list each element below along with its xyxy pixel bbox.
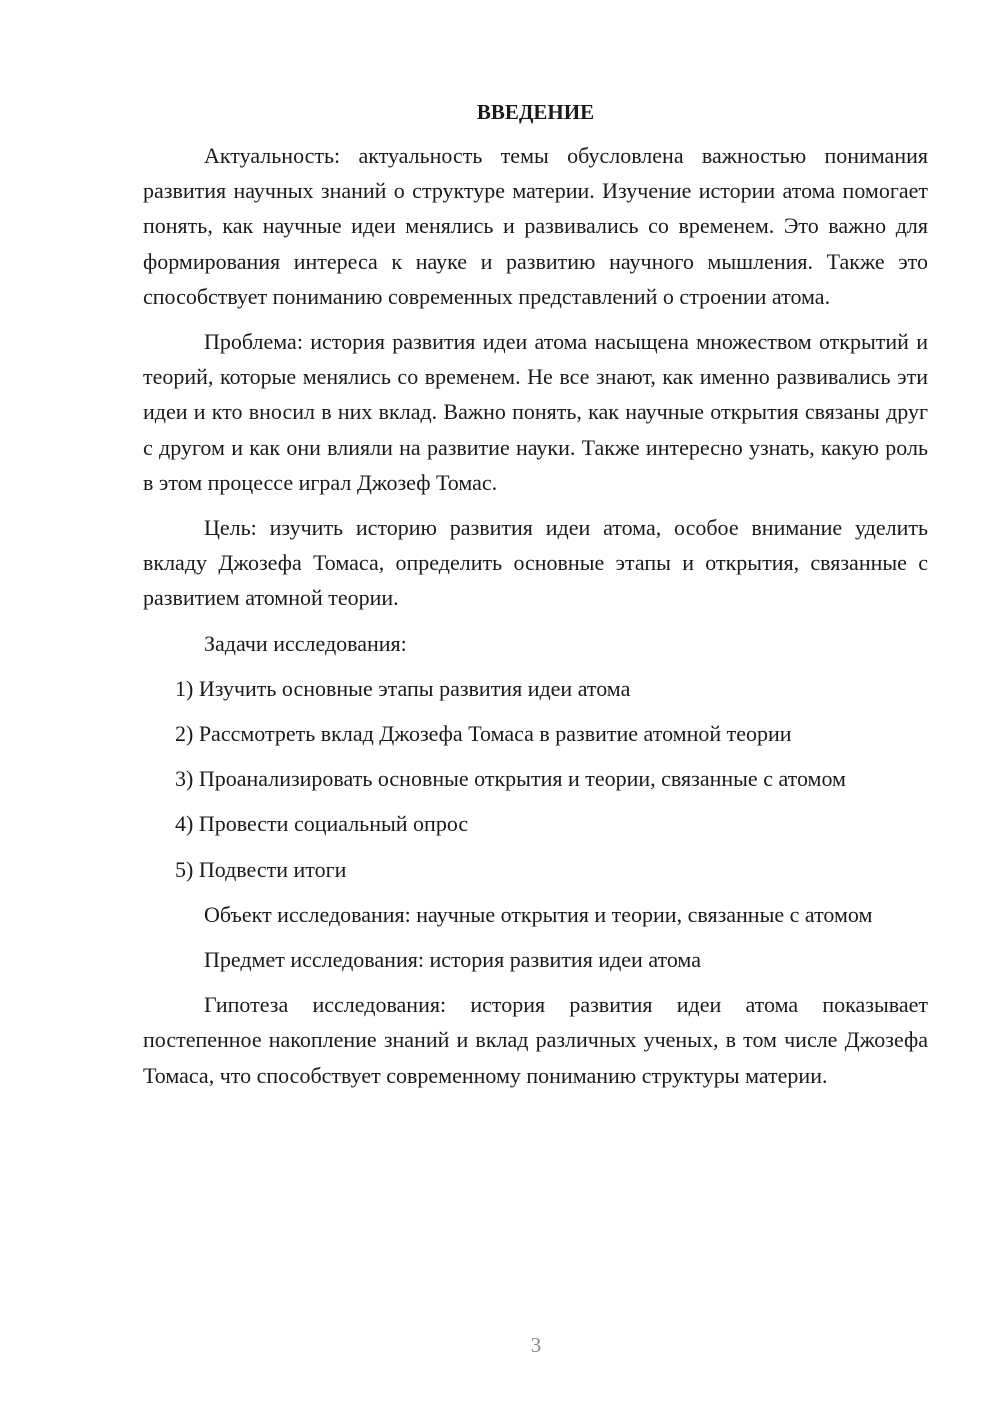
paragraph-relevance: Актуальность: актуальность темы обусловлена важностью понимания развития научных знаний о структуре материи. Изучение истории атома помогает понять, как научные идеи менялись и развивались со временем. Это важно для формирования интереса к науке и развитию научного мышления. Также это способствует пониманию современных представлений о строении атома. [143,143,928,309]
task-item: 1) Изучить основные этапы развития идеи атома [175,675,631,701]
paragraph-goal: Цель: изучить историю развития идеи атома, особое внимание уделить вкладу Джозефа Томаса, определить основные этапы и открытия, связанные с развитием атомной теории. [143,515,928,611]
paragraph-object: Объект исследования: научные открытия и теории, связанные с атомом [204,901,873,927]
task-item: 5) Подвести итоги [175,856,347,882]
paragraph-subject: Предмет исследования: история развития идеи атома [204,947,701,973]
tasks-title: Задачи исследования: [204,630,407,656]
page-content [143,96,928,1103]
task-item: 3) Проанализировать основные открытия и теории, связанные с атомом [175,766,846,792]
task-item: 2) Рассмотреть вклад Джозефа Томаса в развитие атомной теории [175,721,792,747]
section-heading: ВВЕДЕНИЕ [476,100,595,124]
paragraph-problem: Проблема: история развития идеи атома насыщена множеством открытий и теорий, которые менялись со временем. Не все знают, как именно развивались эти идеи и кто вносил в них вклад. Важно понять, как научные открытия связаны друг с другом и как они влияли на развитие науки. Также интересно узнать, какую роль в этом процессе играл Джозеф Томас. [143,329,928,495]
page-number: 3 [530,1333,542,1357]
paragraph-hypothesis: Гипотеза исследования: история развития идеи атома показывает постепенное накопление знаний и вклад различных ученых, в том числе Джозефа Томаса, что способствует современному пониманию структуры материи. [143,992,928,1088]
task-item: 4) Провести социальный опрос [175,811,469,837]
